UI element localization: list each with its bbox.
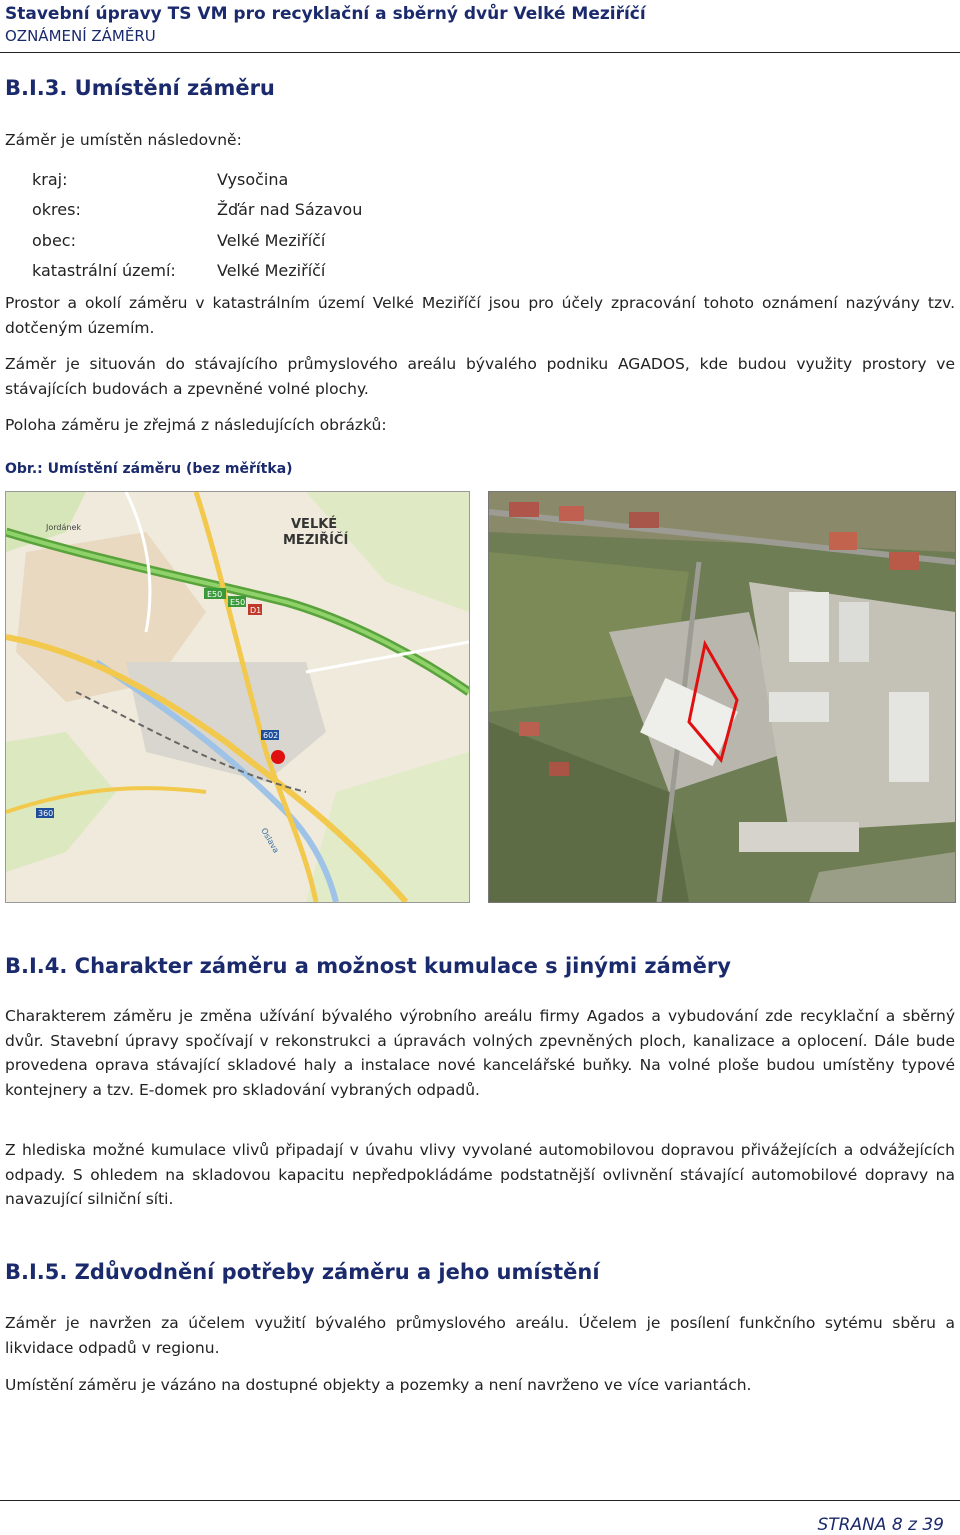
map-town-label-2: MEZIŘÍČÍ	[283, 533, 349, 548]
document-subtitle: OZNÁMENÍ ZÁMĚRU	[5, 27, 156, 45]
territory-paragraph: Prostor a okolí záměru v katastrálním území Velké Meziříčí jsou pro účely zpracování tohoto oznámení nazývány tzv. dotčeným územím.	[5, 294, 955, 337]
cumulation-paragraph: Z hlediska možné kumulace vlivů připadají v úvahu vlivy vyvolané automobilovou dopravou přivážejících a odvážejících odpady. S ohledem na skladovou kapacitu nepředpokládáme podstatnější ovlivnění stávající automobilové dopravy na navazující silniční síti.	[5, 1141, 955, 1208]
figures-intro: Poloha záměru je zřejmá z následujících obrázků:	[5, 416, 387, 434]
location-table	[32, 164, 362, 286]
location-intro: Záměr je umístěn následovně:	[5, 131, 242, 149]
situation-paragraph: Záměr je situován do stávajícího průmyslového areálu bývalého podniku AGADOS, kde budou využity prostory ve stávajících budovách a zpevněné volné plochy.	[5, 355, 955, 398]
justification-paragraph: Záměr je navržen za účelem využití bývalého průmyslového areálu. Účelem je posílení funkčního sytému sběru a likvidace odpadů v regionu.	[5, 1314, 955, 1357]
character-paragraph: Charakterem záměru je změna užívání bývalého výrobního areálu firmy Agados a vybudování zde recyklační a sběrný dvůr. Stavební úpravy spočívají v rekonstrukci a úpravách volných zpevněných ploch, kanalizace a oplocení. Dále bude provedena oprava stávající skladové haly a instalace nové kancelářské buňky. Na volné ploše budou umístěny typové kontejnery a tzv. E-domek pro skladování vybraných odpadů.	[5, 1007, 955, 1099]
document-title: Stavební úpravy TS VM pro recyklační a sběrný dvůr Velké Meziříčí	[5, 4, 646, 24]
figure-caption: Obr.: Umístění záměru (bez měřítka)	[5, 461, 293, 477]
location-row	[32, 195, 362, 226]
location-key: okres:	[32, 200, 81, 220]
location-marker-icon	[271, 750, 285, 764]
section-heading-b15: B.I.5. Zdůvodnění potřeby záměru a jeho umístění	[5, 1260, 600, 1284]
map-road-360: 360	[38, 809, 54, 818]
map-district-label: Jordánek	[46, 523, 82, 532]
aerial-photo-graphic	[489, 492, 955, 902]
location-value: Žďár nad Sázavou	[217, 200, 363, 220]
variants-paragraph: Umístění záměru je vázáno na dostupné objekty a pozemky a není navrženo ve více variantách.	[5, 1376, 752, 1394]
location-value: Vysočina	[217, 169, 289, 189]
map-town-label: VELKÉ	[291, 517, 338, 532]
location-key: katastrální území:	[32, 261, 176, 281]
document-header	[5, 4, 955, 46]
location-row	[32, 256, 362, 287]
map-road-602: 602	[263, 731, 279, 740]
aerial-photo	[488, 491, 956, 903]
location-key: obec:	[32, 230, 76, 250]
section-heading-b14: B.I.4. Charakter záměru a možnost kumulace s jinými záměry	[5, 954, 731, 978]
location-value: Velké Meziříčí	[217, 230, 326, 250]
map-river-label: Oslava	[259, 826, 281, 855]
map-road-e50-2: E50	[230, 598, 246, 607]
map-road-d1: D1	[250, 606, 262, 615]
road-map-graphic	[6, 492, 469, 902]
section-heading-b13: B.I.3. Umístění záměru	[5, 76, 275, 100]
location-value: Velké Meziříčí	[217, 261, 326, 281]
road-map	[5, 491, 470, 903]
header-divider	[0, 52, 960, 53]
footer-divider	[0, 1500, 960, 1501]
location-row	[32, 225, 362, 256]
location-key: kraj:	[32, 169, 68, 189]
location-row	[32, 164, 362, 195]
page-number: STRANA 8 z 39	[817, 1515, 944, 1535]
map-road-e50: E50	[207, 590, 223, 599]
